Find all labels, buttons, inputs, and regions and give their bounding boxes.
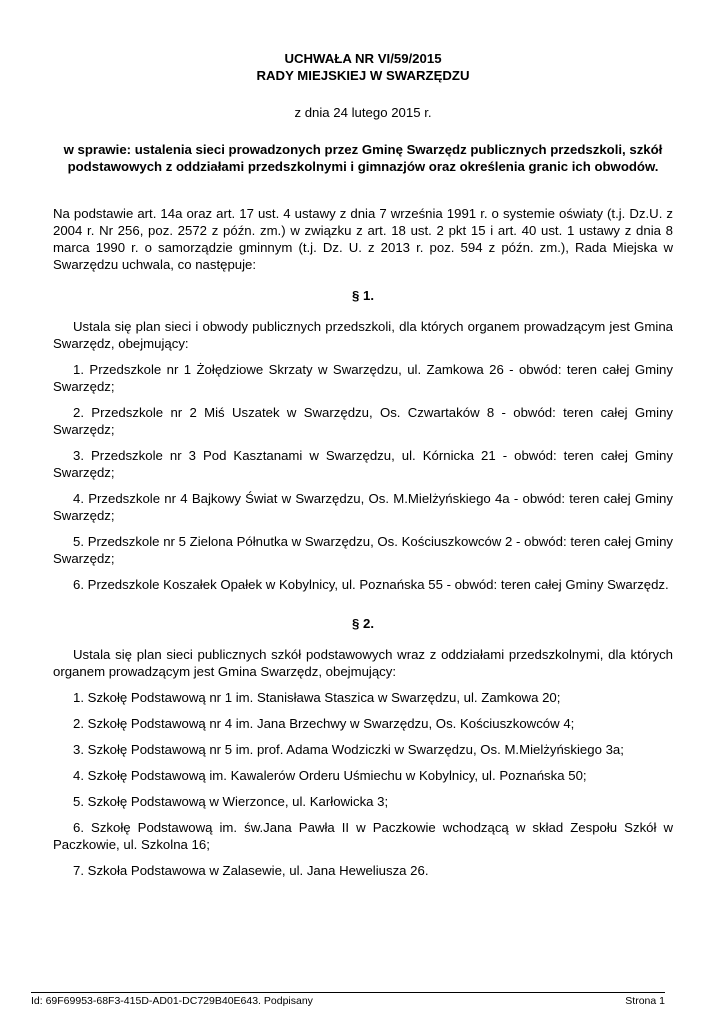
section-1-item: 1. Przedszkole nr 1 Żołędziowe Skrzaty w Swarzędzu, ul. Zamkowa 26 - obwód: teren całej Gminy Swarzędz;	[53, 362, 673, 394]
resolution-subject: w sprawie: ustalenia sieci prowadzonych przez Gminę Swarzędz publicznych przedszkoli, szkół podstawowych z oddziałami przedszkolnymi i gimnazjów oraz określenia granic ich obwodów.	[63, 142, 663, 174]
page-number: Strona 1	[625, 995, 665, 1007]
resolution-number: UCHWAŁA NR VI/59/2015	[284, 51, 442, 66]
section-1-intro: Ustala się plan sieci i obwody publicznych przedszkoli, dla których organem prowadzącym jest Gmina Swarzędz, obejmujący:	[53, 319, 673, 351]
section-1-item: 3. Przedszkole nr 3 Pod Kasztanami w Swarzędzu, ul. Kórnicka 21 - obwód: teren całej Gminy Swarzędz;	[53, 448, 673, 480]
page-footer	[31, 992, 665, 1008]
resolution-date: z dnia 24 lutego 2015 r.	[294, 105, 432, 120]
section-1-heading: § 1.	[352, 288, 374, 303]
section-1-item: 4. Przedszkole nr 4 Bajkowy Świat w Swarzędzu, Os. M.Mielżyńskiego 4a - obwód: teren całej Gminy Swarzędz;	[53, 491, 673, 523]
section-2-item: 6. Szkołę Podstawową im. św.Jana Pawła II w Paczkowie wchodzącą w skład Zespołu Szkół w Paczkowie, ul. Szkolna 16;	[53, 820, 673, 852]
section-1-item: 5. Przedszkole nr 5 Zielona Półnutka w Swarzędzu, Os. Kościuszkowców 2 - obwód: teren całej Gminy Swarzędz;	[53, 534, 673, 566]
section-2-item: 2. Szkołę Podstawową nr 4 im. Jana Brzechwy w Swarzędzu, Os. Kościuszkowców 4;	[73, 716, 575, 731]
section-2-item: 1. Szkołę Podstawową nr 1 im. Stanisława Staszica w Swarzędzu, ul. Zamkowa 20;	[73, 690, 561, 705]
section-2-heading: § 2.	[352, 616, 374, 631]
document-content	[53, 50, 673, 879]
section-2-intro: Ustala się plan sieci publicznych szkół podstawowych wraz z oddziałami przedszkolnymi, dla których organem prowadzącym jest Gmina Swarzędz, obejmujący:	[53, 647, 673, 679]
section-1-item: 2. Przedszkole nr 2 Miś Uszatek w Swarzędzu, Os. Czwartaków 8 - obwód: teren całej Gminy Swarzędz;	[53, 405, 673, 437]
section-2-item: 7. Szkoła Podstawowa w Zalasewie, ul. Jana Heweliusza 26.	[73, 863, 429, 878]
section-2-item: 3. Szkołę Podstawową nr 5 im. prof. Adama Wodziczki w Swarzędzu, Os. M.Mielżyńskiego 3a;	[73, 742, 624, 757]
council-name: RADY MIEJSKIEJ W SWARZĘDZU	[256, 68, 470, 83]
section-2-item: 5. Szkołę Podstawową w Wierzonce, ul. Karłowicka 3;	[73, 794, 389, 809]
document-id: Id: 69F69953-68F3-415D-AD01-DC729B40E643. Podpisany	[31, 995, 313, 1007]
section-2-item: 4. Szkołę Podstawową im. Kawalerów Orderu Uśmiechu w Kobylnicy, ul. Poznańska 50;	[73, 768, 587, 783]
legal-basis: Na podstawie art. 14a oraz art. 17 ust. 4 ustawy z dnia 7 września 1991 r. o systemie oświaty (t.j. Dz.U. z 2004 r. Nr 256, poz. 2572 z późn. zm.) w związku z art. 18 ust. 2 pkt 15 i art. 40 ust. 1 ustawy z dnia 8 marca 1990 r. o samorządzie gminnym (t.j. Dz. U. z 2013 r. poz. 594 z późn. zm.), Rada Miejska w Swarzędzu uchwala, co następuje:	[53, 206, 673, 272]
section-1-item: 6. Przedszkole Koszałek Opałek w Kobylnicy, ul. Poznańska 55 - obwód: teren całej Gminy Swarzędz.	[73, 577, 669, 592]
